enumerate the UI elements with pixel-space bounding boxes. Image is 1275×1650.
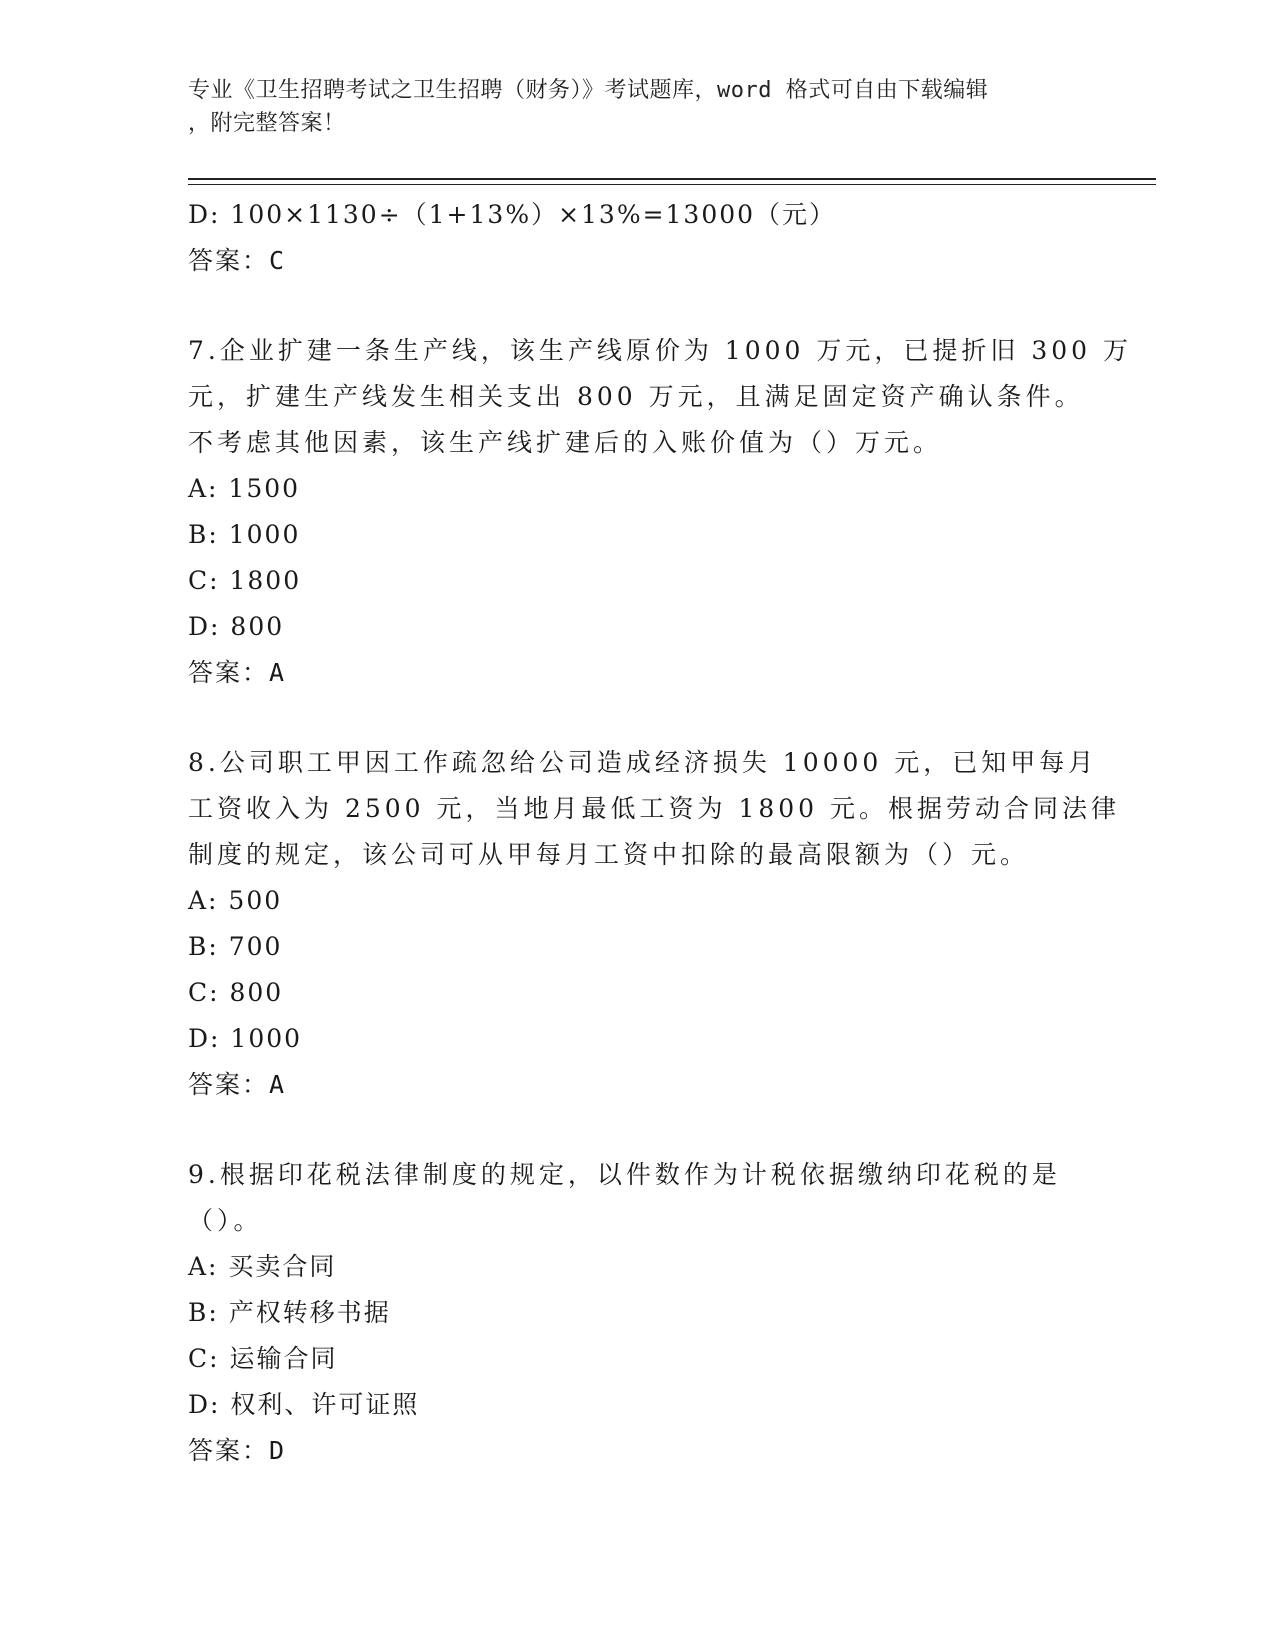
stem-line: 7.企业扩建一条生产线，该生产线原价为 1000 万元，已提折旧 300 万 [188,336,1132,365]
option-c: C: 运输合同 [188,1344,338,1373]
option-a: A: 1500 [188,474,301,503]
option-b: B: 1000 [188,520,301,549]
spacer [188,284,1088,328]
stem-line: 制度的规定，该公司可从甲每月工资中扣除的最高限额为（）元。 [188,840,1030,869]
header-divider-thick [188,178,1156,180]
spacer [188,1108,1088,1152]
previous-question-tail [188,192,1088,284]
stem-line: 元，扩建生产线发生相关支出 800 万元，且满足固定资产确认条件。 [188,382,1084,411]
answer-line: 答案：C [188,246,287,275]
option-b: B: 产权转移书据 [188,1298,391,1327]
document-body [188,192,1132,1474]
question-stem [188,740,1121,878]
document-header-note [188,74,1088,140]
option-d: D: 权利、许可证照 [188,1390,420,1419]
header-line-2: ，附完整答案！ [188,111,346,136]
stem-line: （）。 [188,1206,263,1235]
option-d: D: 800 [188,612,285,641]
option-d: D: 100×1130÷（1+13%）×13%=13000（元） [188,200,837,229]
question-stem [188,328,1132,466]
answer-line: 答案：A [188,658,287,687]
option-a: A: 买卖合同 [188,1252,337,1281]
question-block [188,328,1132,696]
option-a: A: 500 [188,886,283,915]
option-c: C: 1800 [188,566,302,595]
answer-line: 答案：D [188,1436,287,1465]
header-divider-thin [188,184,1156,185]
stem-line: 9.根据印花税法律制度的规定，以件数作为计税依据缴纳印花税的是 [188,1160,1061,1189]
question-stem [188,1152,1088,1244]
question-block [188,740,1121,1108]
spacer [188,696,1088,740]
option-d: D: 1000 [188,1024,303,1053]
stem-line: 工资收入为 2500 元，当地月最低工资为 1800 元。根据劳动合同法律 [188,794,1121,823]
option-b: B: 700 [188,932,283,961]
answer-line: 答案：A [188,1070,287,1099]
header-line-1: 专业《卫生招聘考试之卫生招聘（财务）》考试题库，word 格式可自由下载编辑 [188,78,989,103]
option-c: C: 800 [188,978,284,1007]
question-block [188,1152,1088,1474]
stem-line: 不考虑其他因素，该生产线扩建后的入账价值为（）万元。 [188,428,943,457]
stem-line: 8.公司职工甲因工作疏忽给公司造成经济损失 10000 元，已知甲每月 [188,748,1098,777]
